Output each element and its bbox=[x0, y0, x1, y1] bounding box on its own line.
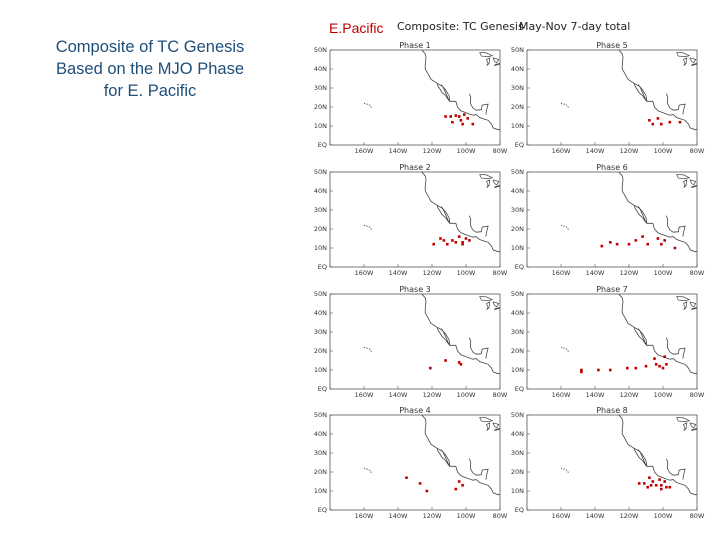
y-tick-label: 40N bbox=[313, 309, 327, 318]
slide-title-line-2: Based on the MJO Phase bbox=[55, 60, 245, 78]
y-tick-label: EQ bbox=[317, 263, 327, 272]
genesis-point-9 bbox=[662, 367, 665, 370]
y-tick-label: 20N bbox=[313, 225, 327, 234]
genesis-point-9 bbox=[652, 480, 655, 483]
phase-label: Phase 5 bbox=[596, 41, 628, 50]
y-tick-label: 40N bbox=[313, 430, 327, 439]
genesis-point-3 bbox=[426, 490, 429, 493]
y-tick-label: 40N bbox=[510, 187, 524, 196]
genesis-point-1 bbox=[648, 119, 651, 122]
genesis-point-5 bbox=[458, 480, 461, 483]
genesis-point-5 bbox=[660, 484, 663, 487]
genesis-point-6 bbox=[645, 365, 648, 368]
genesis-point-1 bbox=[405, 476, 408, 479]
map-phase-5 bbox=[510, 41, 705, 155]
y-tick-label: 20N bbox=[313, 347, 327, 356]
y-tick-label: 30N bbox=[510, 449, 524, 458]
genesis-point-10 bbox=[641, 235, 644, 238]
genesis-point-3 bbox=[609, 369, 612, 372]
genesis-point-1 bbox=[638, 482, 641, 485]
y-tick-label: 20N bbox=[510, 347, 524, 356]
x-tick-label: 100W bbox=[456, 269, 476, 277]
figure-period: May-Nov 7-day total bbox=[519, 20, 631, 33]
x-tick-label: 160W bbox=[354, 269, 374, 277]
panel-phase-6 bbox=[510, 163, 705, 277]
genesis-point-12 bbox=[663, 355, 666, 358]
genesis-point-6 bbox=[679, 121, 682, 124]
panel-phase-2 bbox=[313, 163, 508, 277]
x-tick-label: 80W bbox=[689, 391, 705, 399]
y-tick-label: 40N bbox=[313, 65, 327, 74]
genesis-point-10 bbox=[432, 243, 435, 246]
phase-label: Phase 2 bbox=[399, 163, 431, 172]
x-tick-label: 120W bbox=[619, 512, 639, 520]
panel-phase-7 bbox=[510, 285, 705, 399]
genesis-point-10 bbox=[665, 363, 668, 366]
genesis-point-4 bbox=[429, 367, 432, 370]
genesis-point-13 bbox=[648, 476, 651, 479]
genesis-point-11 bbox=[461, 243, 464, 246]
y-tick-label: 30N bbox=[510, 206, 524, 215]
y-tick-label: 50N bbox=[510, 168, 524, 177]
slide-title-line-1: Composite of TC Genesis bbox=[55, 38, 245, 56]
y-tick-label: 50N bbox=[313, 411, 327, 420]
x-tick-label: 120W bbox=[619, 391, 639, 399]
genesis-point-2 bbox=[652, 123, 655, 126]
genesis-point-2 bbox=[449, 115, 452, 118]
map-phase-1 bbox=[313, 41, 508, 155]
y-tick-label: 30N bbox=[510, 84, 524, 93]
map-phase-8 bbox=[510, 406, 705, 520]
map-phase-6 bbox=[510, 163, 705, 277]
map-phase-3 bbox=[313, 285, 508, 399]
map-phase-4 bbox=[313, 406, 508, 520]
map-frame bbox=[330, 415, 500, 510]
y-tick-label: 30N bbox=[313, 206, 327, 215]
x-tick-label: 100W bbox=[653, 269, 673, 277]
map-frame bbox=[330, 294, 500, 389]
genesis-point-4 bbox=[458, 235, 461, 238]
y-tick-label: 10N bbox=[510, 244, 524, 253]
figure-title: Composite: TC Genesis bbox=[397, 20, 524, 33]
x-tick-label: 140W bbox=[585, 147, 605, 155]
panel-phase-4 bbox=[313, 406, 508, 520]
y-tick-label: 10N bbox=[313, 366, 327, 375]
x-tick-label: 160W bbox=[551, 269, 571, 277]
genesis-point-3 bbox=[451, 239, 454, 242]
x-tick-label: 140W bbox=[388, 512, 408, 520]
x-tick-label: 80W bbox=[492, 269, 508, 277]
y-tick-label: 40N bbox=[510, 65, 524, 74]
map-frame bbox=[527, 172, 697, 267]
slide-title bbox=[30, 36, 270, 102]
x-tick-label: 100W bbox=[456, 512, 476, 520]
genesis-point-13 bbox=[580, 369, 583, 372]
y-tick-label: 10N bbox=[510, 366, 524, 375]
genesis-point-7 bbox=[655, 363, 658, 366]
genesis-point-11 bbox=[601, 245, 604, 248]
x-tick-label: 160W bbox=[354, 391, 374, 399]
y-tick-label: 50N bbox=[313, 168, 327, 177]
genesis-point-10 bbox=[658, 478, 661, 481]
y-tick-label: 50N bbox=[510, 411, 524, 420]
genesis-point-2 bbox=[419, 482, 422, 485]
genesis-point-7 bbox=[468, 239, 471, 242]
phase-label: Phase 4 bbox=[399, 406, 431, 415]
y-tick-label: 50N bbox=[510, 290, 524, 299]
y-tick-label: 10N bbox=[510, 122, 524, 131]
genesis-point-11 bbox=[653, 357, 656, 360]
genesis-point-6 bbox=[657, 237, 660, 240]
y-tick-label: 40N bbox=[510, 430, 524, 439]
genesis-point-2 bbox=[643, 482, 646, 485]
x-tick-label: 100W bbox=[653, 512, 673, 520]
x-tick-label: 160W bbox=[551, 391, 571, 399]
x-tick-label: 100W bbox=[653, 147, 673, 155]
genesis-point-4 bbox=[669, 121, 672, 124]
phase-label: Phase 7 bbox=[596, 285, 628, 294]
y-tick-label: 40N bbox=[313, 187, 327, 196]
genesis-point-4 bbox=[455, 488, 458, 491]
figure-header bbox=[315, 14, 715, 38]
x-tick-label: 120W bbox=[422, 147, 442, 155]
y-tick-label: 20N bbox=[510, 468, 524, 477]
y-tick-label: EQ bbox=[514, 385, 524, 394]
y-tick-label: EQ bbox=[514, 141, 524, 150]
y-tick-label: 30N bbox=[313, 449, 327, 458]
genesis-point-2 bbox=[597, 369, 600, 372]
x-tick-label: 160W bbox=[551, 147, 571, 155]
genesis-point-5 bbox=[635, 367, 638, 370]
genesis-point-11 bbox=[663, 480, 666, 483]
genesis-point-12 bbox=[660, 488, 663, 491]
x-tick-label: 80W bbox=[492, 147, 508, 155]
x-tick-label: 160W bbox=[354, 512, 374, 520]
genesis-point-6 bbox=[665, 486, 668, 489]
y-tick-label: 50N bbox=[313, 46, 327, 55]
map-frame bbox=[330, 50, 500, 145]
genesis-point-8 bbox=[646, 486, 649, 489]
genesis-point-1 bbox=[609, 241, 612, 244]
map-frame bbox=[527, 415, 697, 510]
genesis-point-8 bbox=[455, 241, 458, 244]
y-tick-label: EQ bbox=[317, 506, 327, 515]
genesis-point-3 bbox=[460, 363, 463, 366]
x-tick-label: 100W bbox=[456, 147, 476, 155]
x-tick-label: 140W bbox=[388, 147, 408, 155]
panel-phase-5 bbox=[510, 41, 705, 155]
genesis-point-6 bbox=[465, 237, 468, 240]
genesis-point-4 bbox=[655, 484, 658, 487]
x-tick-label: 160W bbox=[354, 147, 374, 155]
genesis-point-6 bbox=[461, 484, 464, 487]
x-tick-label: 140W bbox=[585, 512, 605, 520]
x-tick-label: 120W bbox=[422, 269, 442, 277]
x-tick-label: 120W bbox=[619, 269, 639, 277]
y-tick-label: 20N bbox=[510, 103, 524, 112]
phase-label: Phase 6 bbox=[596, 163, 628, 172]
genesis-point-3 bbox=[660, 123, 663, 126]
x-tick-label: 140W bbox=[388, 391, 408, 399]
genesis-point-8 bbox=[663, 239, 666, 242]
x-tick-label: 160W bbox=[551, 512, 571, 520]
panel-phase-1 bbox=[313, 41, 508, 155]
genesis-point-7 bbox=[460, 119, 463, 122]
y-tick-label: 20N bbox=[313, 468, 327, 477]
y-tick-label: EQ bbox=[317, 141, 327, 150]
y-tick-label: 30N bbox=[313, 84, 327, 93]
phase-label: Phase 1 bbox=[399, 41, 431, 50]
genesis-point-7 bbox=[660, 243, 663, 246]
genesis-point-5 bbox=[646, 243, 649, 246]
y-tick-label: 40N bbox=[510, 309, 524, 318]
genesis-point-4 bbox=[635, 239, 638, 242]
y-tick-label: 30N bbox=[510, 328, 524, 337]
genesis-point-1 bbox=[444, 359, 447, 362]
genesis-point-4 bbox=[626, 367, 629, 370]
y-tick-label: 50N bbox=[313, 290, 327, 299]
genesis-point-3 bbox=[455, 114, 458, 117]
genesis-point-8 bbox=[658, 365, 661, 368]
genesis-point-5 bbox=[657, 117, 660, 120]
x-tick-label: 120W bbox=[422, 512, 442, 520]
genesis-point-7 bbox=[669, 486, 672, 489]
map-frame bbox=[330, 172, 500, 267]
x-tick-label: 120W bbox=[619, 147, 639, 155]
genesis-point-5 bbox=[463, 113, 466, 116]
y-tick-label: 20N bbox=[510, 225, 524, 234]
x-tick-label: 80W bbox=[492, 391, 508, 399]
y-tick-label: EQ bbox=[317, 385, 327, 394]
phase-label: Phase 8 bbox=[596, 406, 628, 415]
y-tick-label: EQ bbox=[514, 263, 524, 272]
genesis-point-2 bbox=[616, 243, 619, 246]
x-tick-label: 100W bbox=[456, 391, 476, 399]
x-tick-label: 80W bbox=[689, 147, 705, 155]
x-tick-label: 80W bbox=[689, 512, 705, 520]
map-phase-2 bbox=[313, 163, 508, 277]
genesis-point-2 bbox=[443, 239, 446, 242]
x-tick-label: 100W bbox=[653, 391, 673, 399]
y-tick-label: 50N bbox=[510, 46, 524, 55]
genesis-point-1 bbox=[444, 115, 447, 118]
genesis-point-1 bbox=[439, 237, 442, 240]
x-tick-label: 140W bbox=[585, 391, 605, 399]
y-tick-label: 30N bbox=[313, 328, 327, 337]
y-tick-label: 10N bbox=[313, 122, 327, 131]
y-tick-label: 10N bbox=[510, 487, 524, 496]
y-tick-label: 10N bbox=[313, 487, 327, 496]
genesis-point-9 bbox=[674, 247, 677, 250]
map-phase-7 bbox=[510, 285, 705, 399]
genesis-point-3 bbox=[628, 243, 631, 246]
panel-phase-8 bbox=[510, 406, 705, 520]
x-tick-label: 120W bbox=[422, 391, 442, 399]
genesis-point-3 bbox=[650, 484, 653, 487]
y-tick-label: EQ bbox=[514, 506, 524, 515]
genesis-point-6 bbox=[466, 117, 469, 120]
map-frame bbox=[527, 294, 697, 389]
x-tick-label: 80W bbox=[689, 269, 705, 277]
map-frame bbox=[527, 50, 697, 145]
genesis-point-9 bbox=[446, 243, 449, 246]
slide-title-line-3: for E. Pacific bbox=[103, 82, 197, 100]
genesis-point-9 bbox=[472, 123, 475, 126]
x-tick-label: 140W bbox=[388, 269, 408, 277]
x-tick-label: 140W bbox=[585, 269, 605, 277]
genesis-point-10 bbox=[461, 123, 464, 126]
genesis-point-8 bbox=[451, 121, 454, 124]
y-tick-label: 20N bbox=[313, 103, 327, 112]
x-tick-label: 80W bbox=[492, 512, 508, 520]
y-tick-label: 10N bbox=[313, 244, 327, 253]
genesis-point-4 bbox=[458, 115, 461, 118]
phase-label: Phase 3 bbox=[399, 285, 431, 294]
figure-region-label: E.Pacific bbox=[329, 20, 384, 36]
panel-phase-3 bbox=[313, 285, 508, 399]
